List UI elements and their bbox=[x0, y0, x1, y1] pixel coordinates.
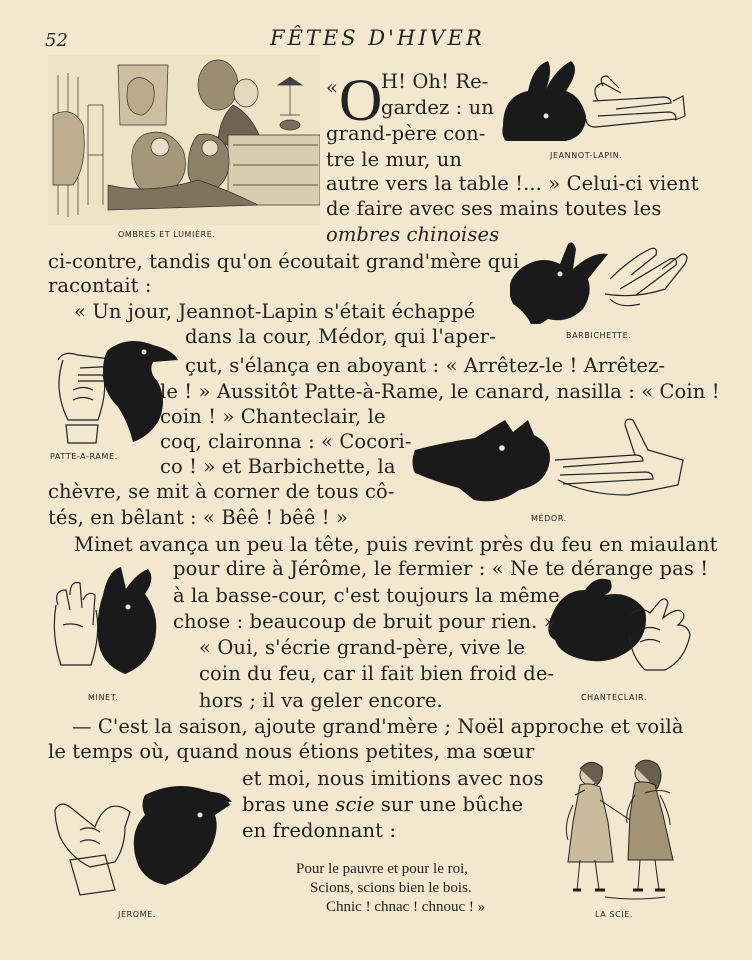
text-line-22: chose : beaucoup de bruit pour rien. » bbox=[173, 610, 556, 633]
text-line-17: chèvre, se mit à corner de tous cô- bbox=[48, 480, 395, 503]
caption-medor: MÉDOR. bbox=[531, 514, 567, 523]
opening-quote: « bbox=[326, 76, 339, 99]
text-line-19: Minet avança un peu la tête, puis revint près du feu en miaulant bbox=[74, 533, 718, 556]
text-line-30: en fredonnant : bbox=[242, 819, 397, 842]
text-line-3: grand-père con- bbox=[326, 122, 486, 145]
text-line-25: hors ; il va geler encore. bbox=[199, 689, 443, 712]
running-title: FÊTES D'HIVER bbox=[270, 26, 485, 50]
text-line-24: coin du feu, car il fait bien froid de- bbox=[199, 662, 555, 685]
text-line-1: H! Oh! Re- bbox=[381, 70, 489, 93]
text-line-4: tre le mur, un bbox=[326, 148, 463, 171]
caption-barbichette: BARBICHETTE. bbox=[566, 331, 632, 340]
caption-scie: LA SCIE. bbox=[595, 910, 634, 919]
text-line-2: gardez : un bbox=[381, 96, 494, 119]
text-line-23: « Oui, s'écrie grand-père, vive le bbox=[199, 636, 525, 659]
text-line-14: coin ! » Chanteclair, le bbox=[160, 405, 386, 428]
rabbit-shadow-illustration bbox=[498, 56, 698, 148]
caption-jeannot: JEANNOT-LAPIN. bbox=[550, 151, 623, 160]
text-line-5: autre vers la table !... » Celui-ci vient bbox=[326, 172, 699, 195]
jerome-shadow-illustration bbox=[50, 780, 235, 905]
girls-sawing-illustration bbox=[545, 755, 695, 905]
text-line-29 bbox=[242, 793, 523, 817]
caption-jerome: JÉROME. bbox=[118, 910, 156, 919]
text-line-11: dans la cour, Médor, qui l'aper- bbox=[185, 325, 496, 348]
text-line-15: coq, claironna : « Cocori- bbox=[160, 430, 412, 453]
text-line-21: à la basse-cour, c'est toujours la même bbox=[173, 584, 560, 607]
text-line-29-a: bras une bbox=[242, 793, 336, 816]
poem-line-2: Scions, scions bien le bois. bbox=[310, 880, 472, 896]
text-line-8: ci-contre, tandis qu'on écoutait grand'mère qui bbox=[48, 250, 520, 273]
drop-cap: O bbox=[339, 67, 383, 133]
text-line-20: pour dire à Jérôme, le fermier : « Ne te dérange pas ! bbox=[173, 557, 709, 580]
text-line-9: racontait : bbox=[48, 274, 152, 297]
rooster-shadow-illustration bbox=[545, 570, 705, 688]
dog-shadow-illustration bbox=[410, 415, 700, 510]
text-line-6: de faire avec ses mains toutes les bbox=[326, 197, 662, 220]
caption-minet: MINET. bbox=[88, 693, 119, 702]
family-scene-illustration bbox=[48, 55, 320, 225]
caption-ombres: OMBRES ET LUMIÈRE. bbox=[118, 230, 216, 239]
text-line-12: çut, s'élança en aboyant : « Arrêtez-le ! Arrêtez- bbox=[185, 354, 666, 377]
text-line-16: co ! » et Barbichette, la bbox=[160, 455, 396, 478]
text-line-29-c: sur une bûche bbox=[374, 793, 524, 816]
poem-line-3: Chnic ! chnac ! chnouc ! » bbox=[326, 899, 486, 915]
poem-line-1: Pour le pauvre et pour le roi, bbox=[296, 861, 469, 877]
caption-patte: PATTE-A-RAME. bbox=[50, 452, 118, 461]
text-line-29-b: scie bbox=[335, 793, 375, 816]
goat-shadow-illustration bbox=[510, 229, 700, 324]
text-line-26: — C'est la saison, ajoute grand'mère ; Noël approche et voilà bbox=[72, 715, 684, 738]
text-line-28: et moi, nous imitions avec nos bbox=[242, 767, 544, 790]
cat-shadow-illustration bbox=[48, 565, 173, 687]
text-line-7: ombres chinoises bbox=[326, 223, 500, 246]
caption-chanteclair: CHANTECLAIR. bbox=[581, 693, 648, 702]
text-line-10: « Un jour, Jeannot-Lapin s'était échappé bbox=[74, 300, 476, 323]
text-line-13: le ! » Aussitôt Patte-à-Rame, le canard, nasilla : « Coin ! bbox=[160, 380, 720, 403]
text-line-18: tés, en bêlant : « Bêê ! bêê ! » bbox=[48, 506, 349, 529]
page-number: 52 bbox=[45, 30, 68, 51]
text-line-27: le temps où, quand nous étions petites, ma sœur bbox=[48, 740, 535, 763]
